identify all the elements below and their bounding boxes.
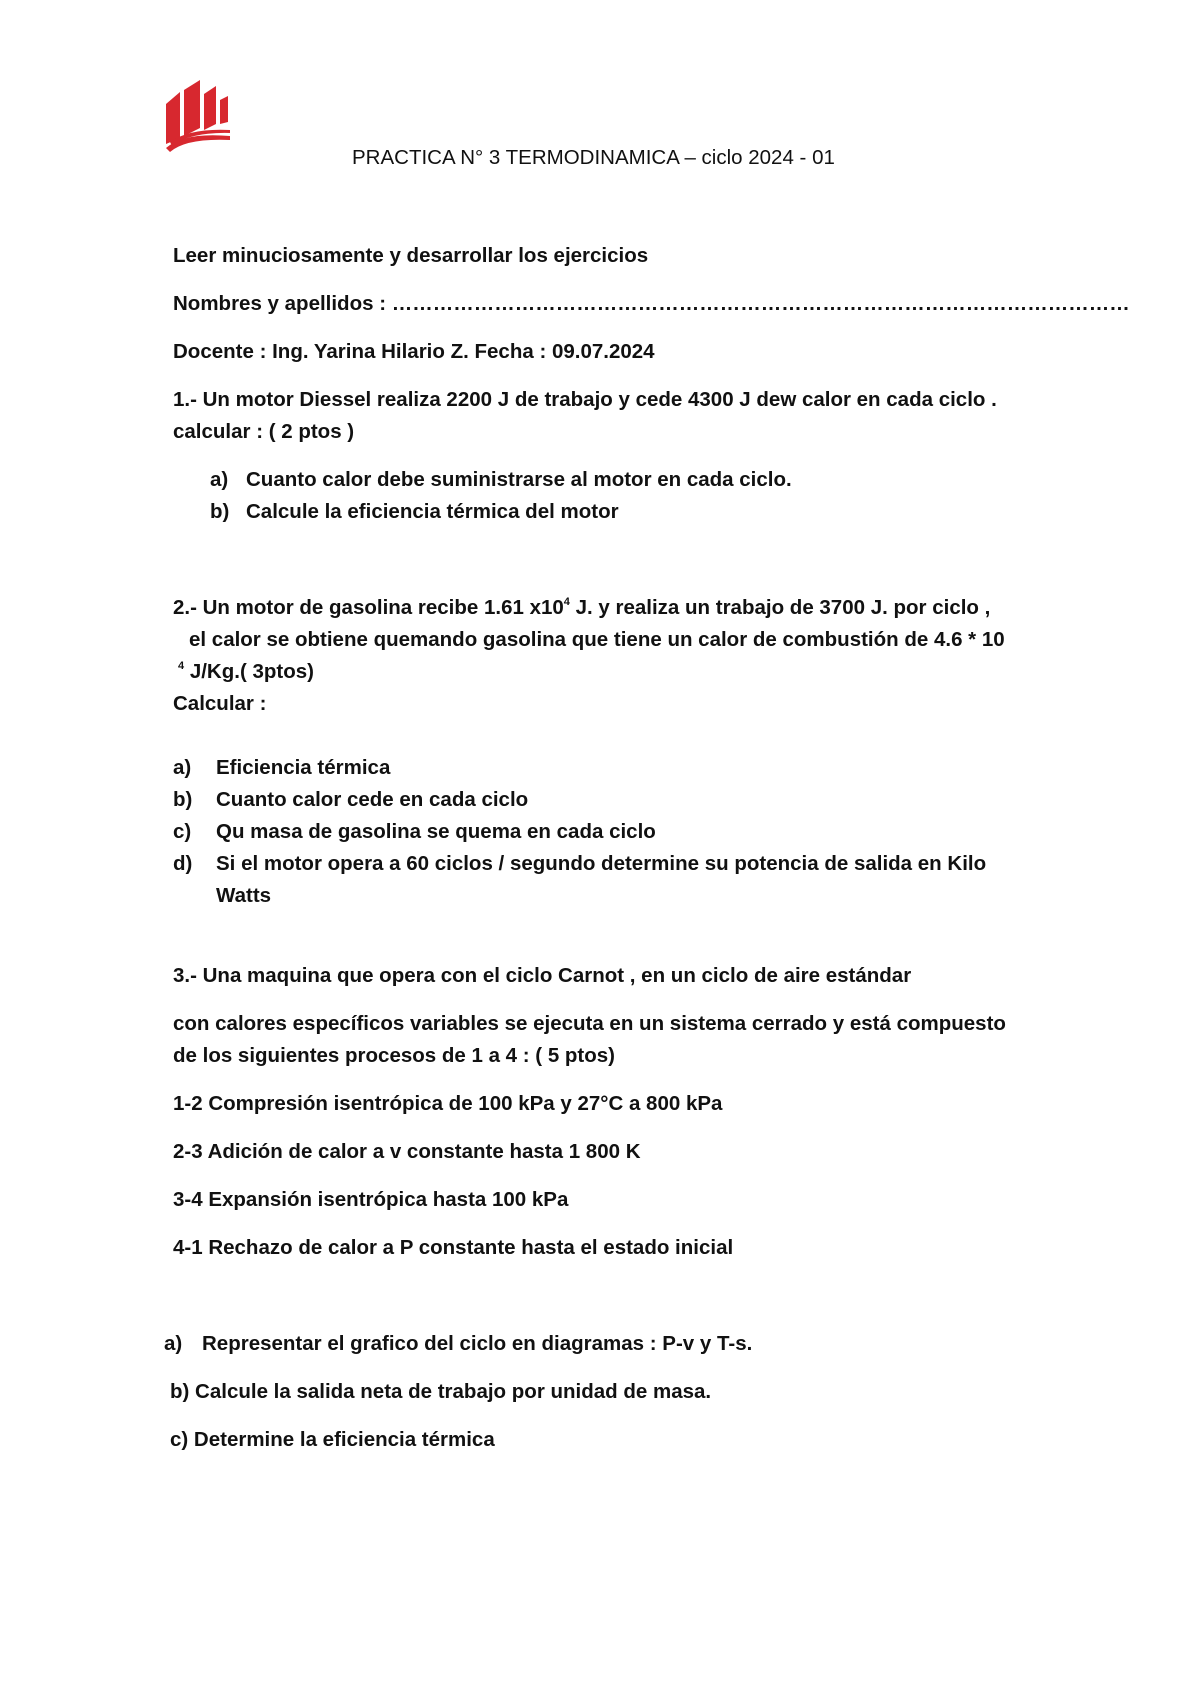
q1-statement: 1.- Un motor Diessel realiza 2200 J de trabajo y cede 4300 J dew calor en cada ciclo .	[173, 388, 997, 411]
q3-statement-line2: con calores específicos variables se ejecuta en un sistema cerrado y está compuesto	[173, 1012, 1006, 1035]
q3-statement-line1: 3.- Una maquina que opera con el ciclo Carnot , en un ciclo de aire estándar	[173, 964, 912, 987]
q2-statement-line2: el calor se obtiene quemando gasolina que tiene un calor de combustión de 4.6 * 10	[189, 628, 1005, 651]
q2-item-a-text: Eficiencia térmica	[216, 756, 391, 779]
q3-item-a-marker: a)	[164, 1332, 183, 1355]
teacher-date-line: Docente : Ing. Yarina Hilario Z. Fecha : 09.07.2024	[173, 340, 655, 363]
q2-item-d-continuation: Watts	[216, 884, 272, 907]
page-title: PRACTICA N° 3 TERMODINAMICA – ciclo 2024 - 01	[352, 146, 835, 169]
q2-item-c-marker: c)	[173, 820, 192, 843]
q2-item-d-text: Si el motor opera a 60 ciclos / segundo determine su potencia de salida en Kilo	[216, 852, 987, 875]
q1-item-b-text: Calcule la eficiencia térmica del motor	[246, 500, 619, 523]
q2-item-d-marker: d)	[173, 852, 193, 875]
q3-item-a-text: Representar el grafico del ciclo en diagramas : P-v y T-s.	[202, 1332, 753, 1355]
q3-process-4-1: 4-1 Rechazo de calor a P constante hasta el estado inicial	[173, 1236, 734, 1259]
name-field: Nombres y apellidos : ………………………………………………………………………………………………	[173, 292, 1130, 315]
q2-item-a-marker: a)	[173, 756, 192, 779]
q3-statement-line3: de los siguientes procesos de 1 a 4 : ( 5 ptos)	[173, 1044, 616, 1067]
q3-process-1-2: 1-2 Compresión isentrópica de 100 kPa y 27°C a 800 kPa	[173, 1092, 723, 1115]
q2-item-c-text: Qu masa de gasolina se quema en cada ciclo	[216, 820, 656, 843]
q3-process-2-3: 2-3 Adición de calor a v constante hasta 1 800 K	[173, 1140, 641, 1163]
institution-logo	[164, 80, 232, 152]
q2-item-b-marker: b)	[173, 788, 193, 811]
q1-item-a-marker: a)	[210, 468, 229, 491]
q1-points: calcular : ( 2 ptos )	[173, 420, 355, 443]
q3-item-b: b) Calcule la salida neta de trabajo por unidad de masa.	[170, 1380, 712, 1403]
q2-statement-line1: 2.- Un motor de gasolina recibe 1.61 $x10^4$ J. y realiza un trabajo de 3700 J. por ciclo ,	[173, 596, 991, 619]
q2-statement-line3: $^4$ J/Kg.( 3ptos)	[178, 660, 314, 683]
intro-text: Leer minuciosamente y desarrollar los ejercicios	[173, 244, 649, 267]
q1-item-a-text: Cuanto calor debe suministrarse al motor en cada ciclo.	[246, 468, 792, 491]
q2-calc-label: Calcular :	[173, 692, 267, 715]
q3-process-3-4: 3-4 Expansión isentrópica hasta 100 kPa	[173, 1188, 569, 1211]
q2-item-b-text: Cuanto calor cede en cada ciclo	[216, 788, 529, 811]
q3-item-c: c) Determine la eficiencia térmica	[170, 1428, 495, 1451]
q1-item-b-marker: b)	[210, 500, 230, 523]
